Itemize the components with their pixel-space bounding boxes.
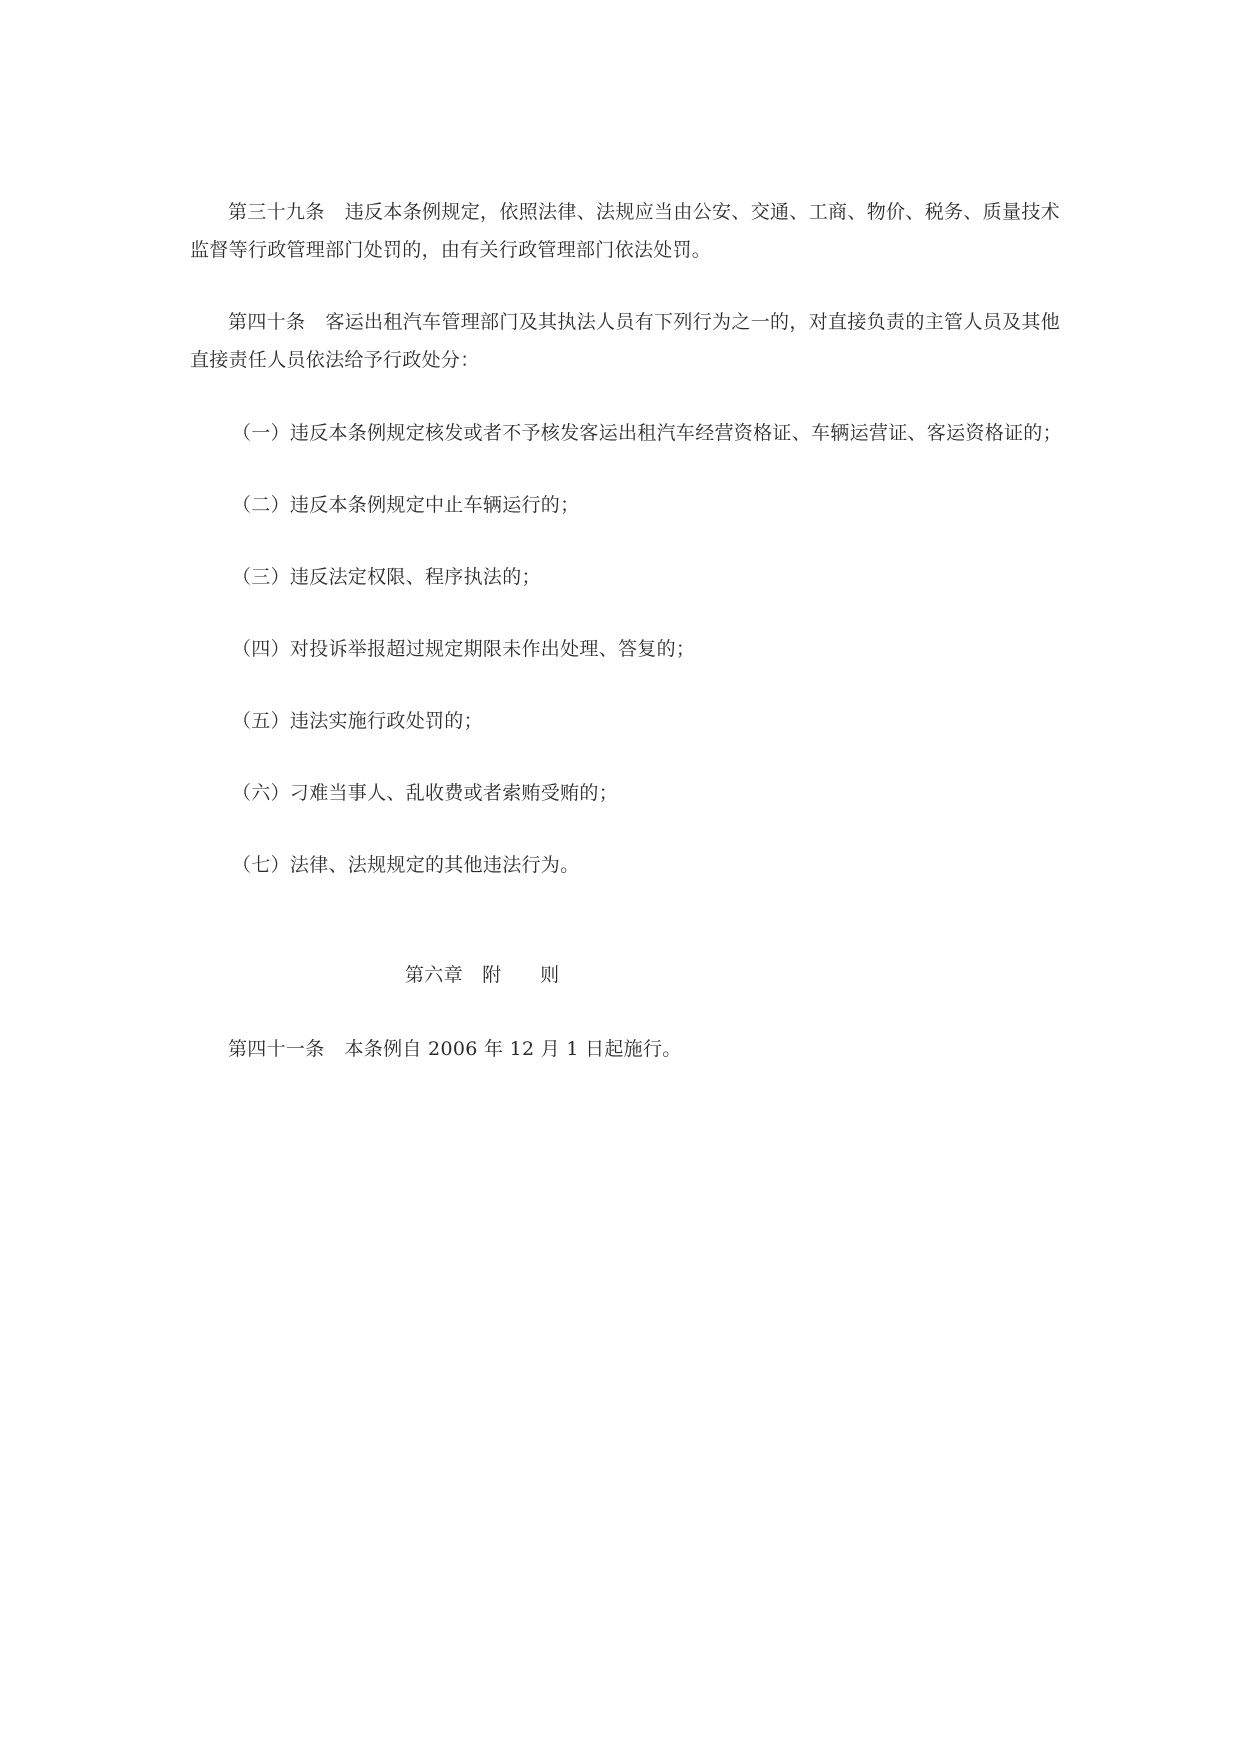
article-41-text: 本条例自 2006 年 12 月 1 日起施行。 xyxy=(344,1038,682,1060)
article-40-text: 客运出租汽车管理部门及其执法人员有下列行为之一的，对直接负责的主管人员及其他直接责任人员依法给予行政处分： xyxy=(190,311,1061,371)
article-41-number: 第四十一条 xyxy=(228,1038,325,1060)
article-40-item-6: （六）刁难当事人、乱收费或者索贿受贿的； xyxy=(232,782,619,804)
article-41 xyxy=(190,1030,1060,1068)
article-40-item-2: （二）违反本条例规定中止车辆运行的； xyxy=(232,494,580,516)
article-40-item-4: （四）对投诉举报超过规定期限未作出处理、答复的； xyxy=(232,638,696,660)
article-40-item-5: （五）违法实施行政处罚的； xyxy=(232,710,483,732)
article-40 xyxy=(190,303,1060,379)
article-39-text: 违反本条例规定，依照法律、法规应当由公安、交通、工商、物价、税务、质量技术监督等行政管理部门处罚的，由有关行政管理部门依法处罚。 xyxy=(190,201,1060,261)
article-40-item-7: （七）法律、法规规定的其他违法行为。 xyxy=(232,854,580,876)
article-40-number: 第四十条 xyxy=(228,311,306,333)
article-39 xyxy=(190,193,1060,269)
article-39-number: 第三十九条 xyxy=(228,201,325,223)
article-40-item-1: （一）违反本条例规定核发或者不予核发客运出租汽车经营资格证、车辆运营证、客运资格证的； xyxy=(232,422,1062,444)
chapter-6-heading: 第六章 附 则 xyxy=(405,964,560,986)
article-40-item-3: （三）违反法定权限、程序执法的； xyxy=(232,566,541,588)
